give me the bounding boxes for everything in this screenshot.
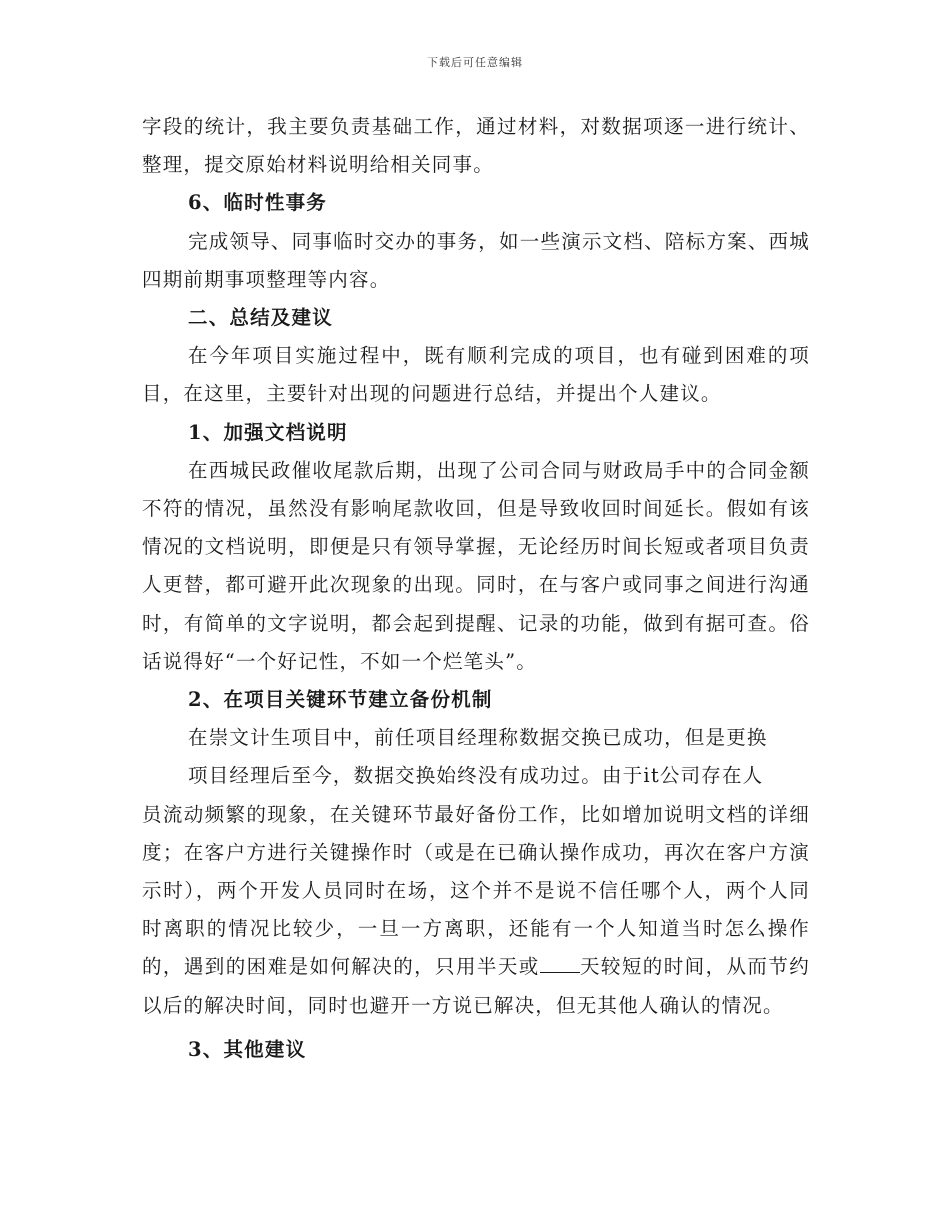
paragraph-backup-mechanism-tail: 天较短的时间，从而节约以后的解决时间，同时也避开一方说已解决，但无其他人确认的情况。	[142, 955, 810, 1017]
paragraph-backup-mechanism-indented-line: 项目经理后至今，数据交换始终没有成功过。由于it公司存在人	[188, 764, 764, 788]
heading-temporary-affairs: 6、临时性事务	[188, 191, 327, 215]
heading-document-description: 1、加强文档说明	[188, 420, 348, 444]
heading-other-suggestions: 3、其他建议	[188, 1037, 307, 1061]
page-header: 下载后可任意编辑	[427, 56, 523, 69]
heading-summary-suggestions: 二、总结及建议	[188, 306, 333, 330]
paragraph-document-description: 在西城民政催收尾款后期，出现了公司合同与财政局手中的合同金额不符的情况，虽然没有影响尾款收回，但是导致收回时间延长。假如有该情况的文档说明，即便是只有领导掌握，无论经历时间长短或者项目负责人更替，都可避开此次现象的出现。同时，在与客户或同事之间进行沟通时，有简单的文字说明，都会起到提醒、记录的功能，做到有据可查。俗话说得好“一个好记性，不如一个烂笔头”。	[142, 458, 810, 673]
paragraph-backup-mechanism-first-line: 在崇文计生项目中，前任项目经理称数据交换已成功，但是更换	[188, 726, 768, 750]
paragraph-backup-mechanism-body: 员流动频繁的现象，在关键环节最好备份工作，比如增加说明文档的详细度；在客户方进行关键操作时（或是在已确认操作成功，再次在客户方演示时），两个开发人员同时在场，这个并不是说不信任哪个人，两个人同时离职的情况比较少，一旦一方离职，还能有一个人知道当时怎么操作的，遇到的困难是如何解决的，只用半天或	[142, 802, 810, 979]
fill-in-blank	[540, 954, 580, 973]
paragraph-backup-mechanism	[142, 757, 810, 1024]
paragraph-field-statistics: 字段的统计，我主要负责基础工作，通过材料，对数据项逐一进行统计、整理，提交原始材料说明给相关同事。	[142, 115, 810, 177]
document-body	[142, 108, 810, 1069]
paragraph-summary-intro: 在今年项目实施过程中，既有顺利完成的项目，也有碰到困难的项目，在这里，主要针对出现的问题进行总结，并提出个人建议。	[142, 344, 810, 406]
heading-backup-mechanism: 2、在项目关键环节建立备份机制	[188, 688, 493, 712]
paragraph-temporary-affairs: 完成领导、同事临时交办的事务，如一些演示文档、陪标方案、西城四期前期事项整理等内容。	[142, 229, 810, 291]
